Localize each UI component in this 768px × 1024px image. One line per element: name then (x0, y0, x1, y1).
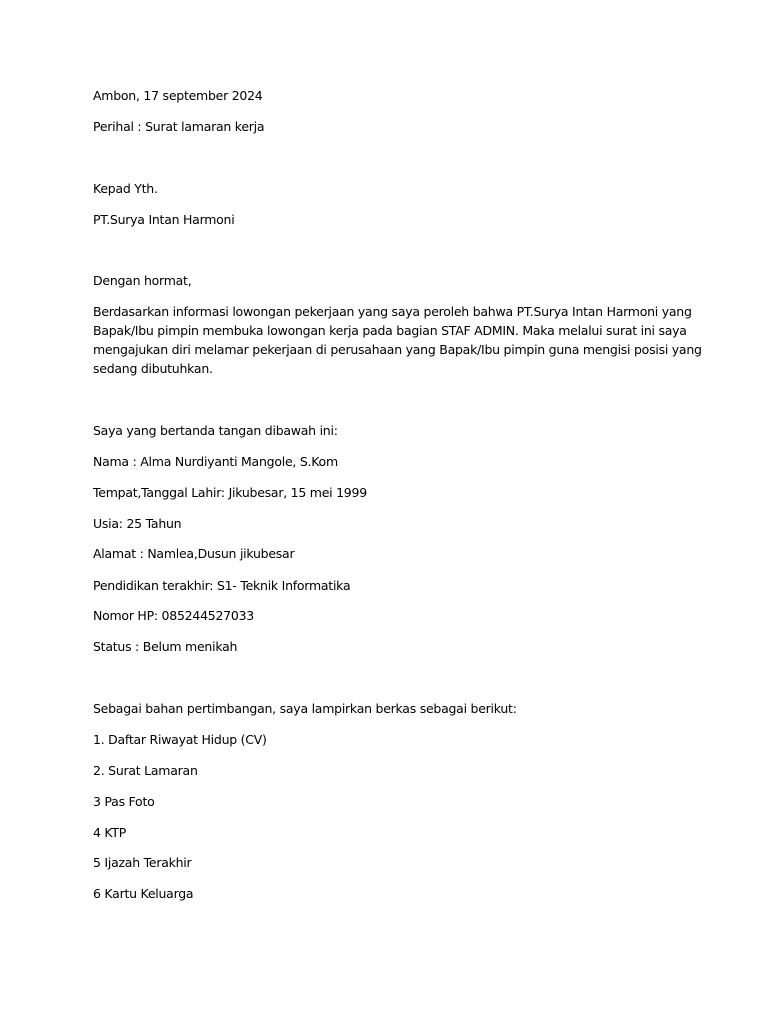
intro-line: mengajukan diri melamar pekerjaan di perusahaan yang Bapak/Ibu pimpin guna mengisi posisi yang (93, 342, 702, 357)
intro-line: Bapak/Ibu pimpin membuka lowongan kerja pada bagian STAF ADMIN. Maka melalui surat ini saya (93, 323, 687, 338)
signatory-intro: Saya yang bertanda tangan dibawah ini: (93, 423, 338, 438)
greeting: Dengan hormat, (93, 273, 192, 288)
detail-address: Alamat : Namlea,Dusun jikubesar (93, 546, 295, 561)
detail-age: Usia: 25 Tahun (93, 516, 182, 531)
attachment-item: 5 Ijazah Terakhir (93, 855, 192, 870)
attachment-item: 4 KTP (93, 825, 127, 840)
recipient-line-2: PT.Surya Intan Harmoni (93, 212, 235, 227)
detail-birth: Tempat,Tanggal Lahir: Jikubesar, 15 mei 1999 (93, 485, 367, 500)
intro-line: sedang dibutuhkan. (93, 361, 213, 376)
attachment-item: 1. Daftar Riwayat Hidup (CV) (93, 732, 267, 747)
attachment-item: 3 Pas Foto (93, 794, 155, 809)
detail-education: Pendidikan terakhir: S1- Teknik Informatika (93, 578, 351, 593)
recipient-line-1: Kepad Yth. (93, 181, 158, 196)
attachment-item: 2. Surat Lamaran (93, 763, 198, 778)
attachments-intro: Sebagai bahan pertimbangan, saya lampirkan berkas sebagai berikut: (93, 701, 517, 716)
intro-paragraph (93, 302, 702, 378)
detail-status: Status : Belum menikah (93, 639, 238, 654)
attachment-item: 6 Kartu Keluarga (93, 886, 194, 901)
place-date: Ambon, 17 september 2024 (93, 88, 263, 103)
intro-line: Berdasarkan informasi lowongan pekerjaan yang saya peroleh bahwa PT.Surya Intan Harmoni yang (93, 304, 692, 319)
detail-phone: Nomor HP: 085244527033 (93, 608, 254, 623)
subject-line: Perihal : Surat lamaran kerja (93, 119, 265, 134)
detail-name: Nama : Alma Nurdiyanti Mangole, S.Kom (93, 454, 338, 469)
